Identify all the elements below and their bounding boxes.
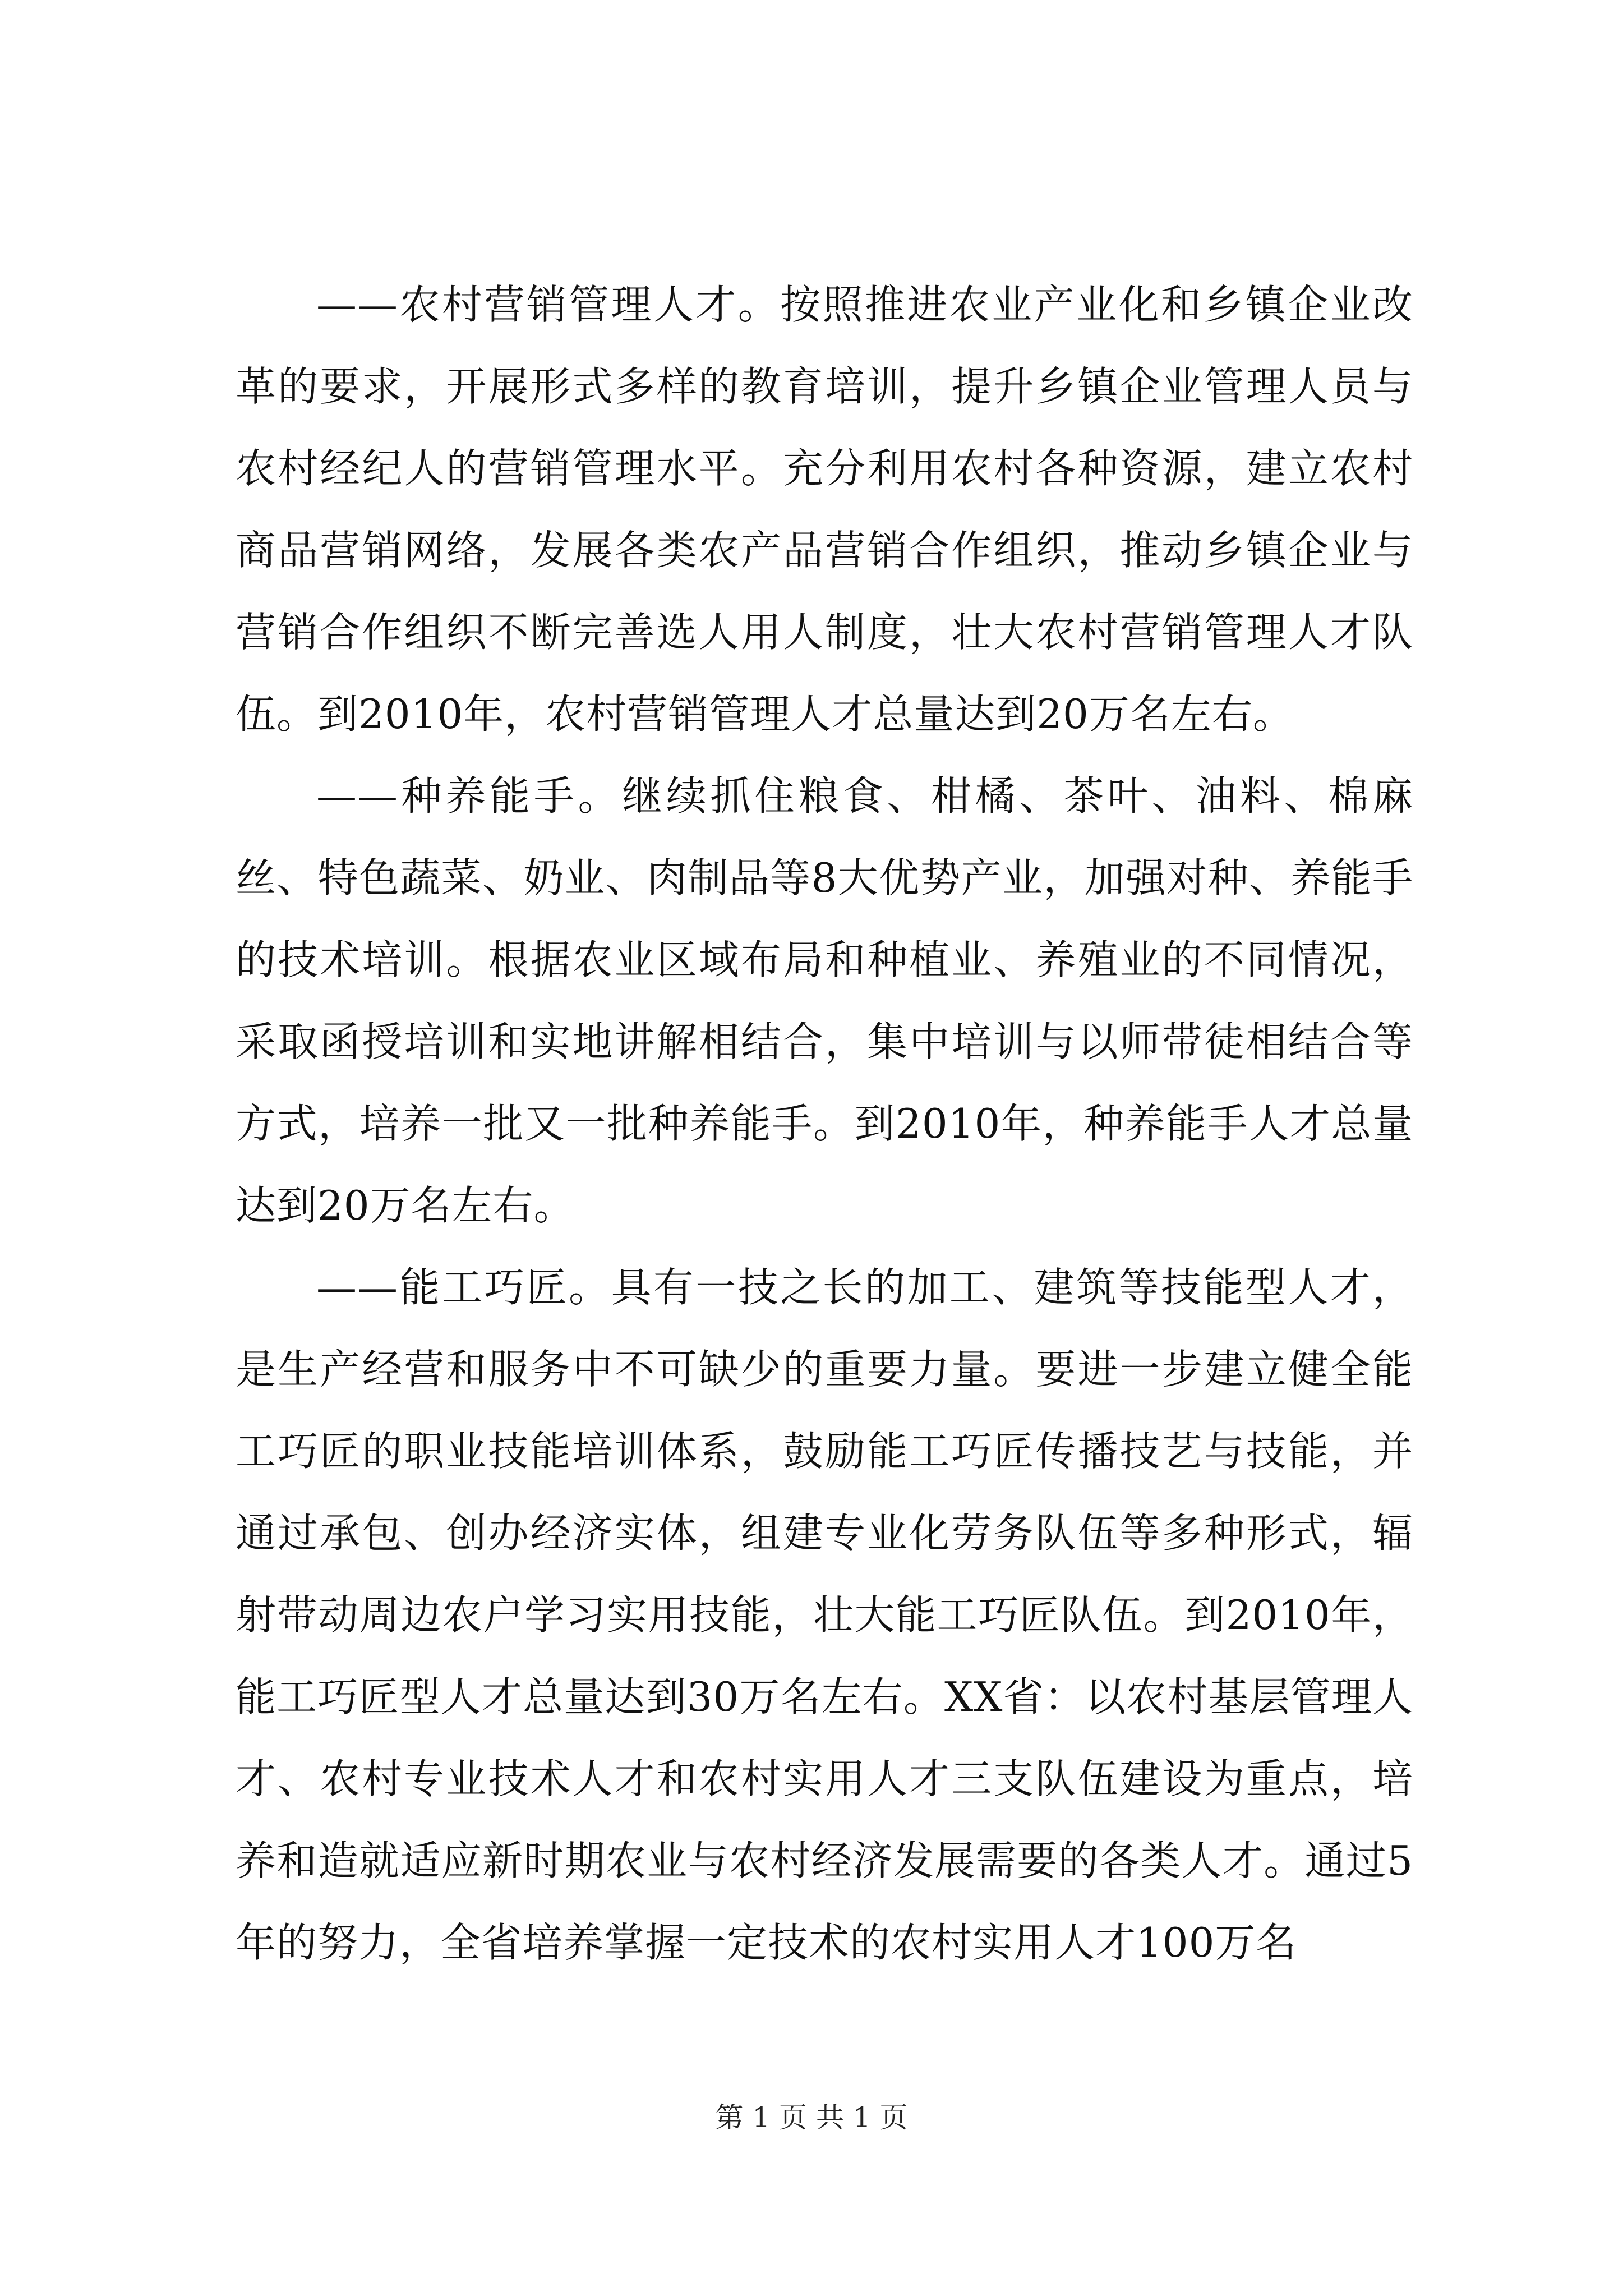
page-footer: 第 1 页 共 1 页 xyxy=(715,2101,908,2134)
document-body xyxy=(236,264,1413,1984)
paragraph-farming-experts: ——种养能手。继续抓住粮食、柑橘、茶叶、油料、棉麻丝、特色蔬菜、奶业、肉制品等8大优势产业，加强对种、养能手的技术培训。根据农业区域布局和种植业、养殖业的不同情况，采取函授培训和实地讲解相结合，集中培训与以师带徒相结合等方式，培养一批又一批种养能手。到2010年，种养能手人才总量达到20万名左右。 xyxy=(236,772,1413,1229)
paragraph-marketing-talent: ——农村营销管理人才。按照推进农业产业化和乡镇企业改革的要求，开展形式多样的教育培训，提升乡镇企业管理人员与农村经纪人的营销管理水平。充分利用农村各种资源，建立农村商品营销网络，发展各类农产品营销合作组织，推动乡镇企业与营销合作组织不断完善选人用人制度，壮大农村营销管理人才队伍。到2010年，农村营销管理人才总量达到20万名左右。 xyxy=(236,281,1413,738)
paragraph-skilled-craftsmen: ——能工巧匠。具有一技之长的加工、建筑等技能型人才，是生产经营和服务中不可缺少的重要力量。要进一步建立健全能工巧匠的职业技能培训体系，鼓励能工巧匠传播技艺与技能，并通过承包、创办经济实体，组建专业化劳务队伍等多种形式，辐射带动周边农户学习实用技能，壮大能工巧匠队伍。到2010年，能工巧匠型人才总量达到30万名左右。XX省：以农村基层管理人才、农村专业技术人才和农村实用人才三支队伍建设为重点，培养和造就适应新时期农业与农村经济发展需要的各类人才。通过5年的努力，全省培养掌握一定技术的农村实用人才100万名 xyxy=(236,1264,1413,1966)
